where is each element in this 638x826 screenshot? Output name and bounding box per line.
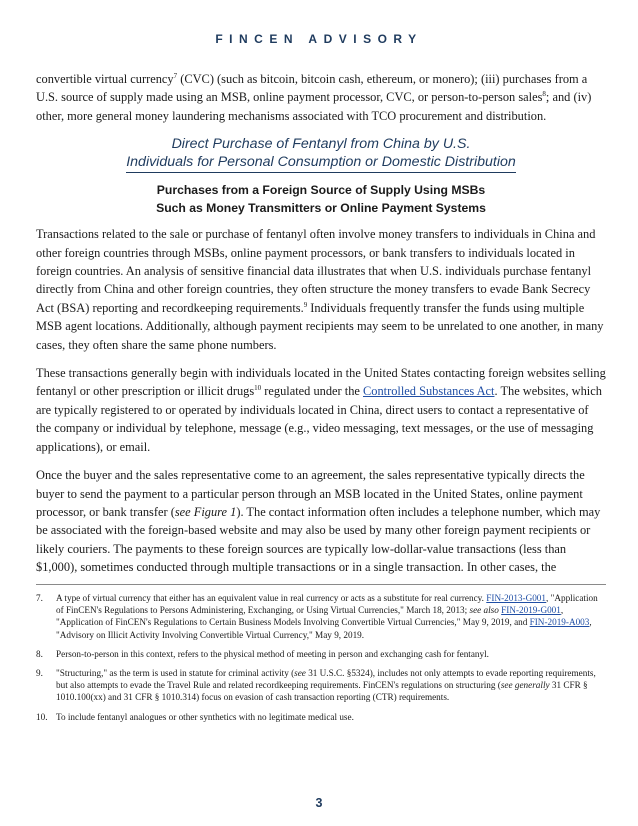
page-number: 3: [315, 796, 323, 810]
para1-text-1: Transactions related to the sale or purchase of fentanyl often involve money transfers to individuals in China and other foreign countries through MSBs, online payment processors, or bank transfers to individuals located in foreign countries. An analysis of sensitive financial data illustrates that when U.S. individuals purchase fentanyl directly from China and other foreign countries, they often structure the money transfers to evade Bank Secrecy Act (BSA) reporting and recordkeeping requirements.: [36, 227, 596, 315]
footnote-ref-7[interactable]: 7: [173, 71, 178, 80]
footnote-divider: [36, 584, 606, 585]
footnote-8: [36, 648, 606, 660]
footnote-number: 8.: [36, 648, 43, 659]
footnote-7-text-2: , "Application of FinCEN's Regulations to Persons Administering, Exchanging, or Using Virtual Currencies," March 18, 2013;: [56, 593, 598, 616]
intro-paragraph: [36, 70, 606, 125]
paragraph-transactions: [36, 225, 606, 354]
fin-2019-g001-link[interactable]: FIN-2019-G001: [501, 605, 561, 616]
footnote-9-see-generally: see generally: [500, 680, 550, 691]
figure-reference: see Figure 1: [174, 504, 237, 519]
intro-text-2: (CVC) (such as bitcoin, bitcoin cash, ethereum, or monero); (iii) purchases from a U.S. source of supply made using an MSB, online payment processor, CVC, or person-to-person sales: [36, 72, 588, 105]
footnote-9-text-1: "Structuring," as the term is used in statute for criminal activity (: [56, 668, 295, 679]
footnote-7-text-5: , "Advisory on Illicit Activity Involving Convertible Virtual Currency," May 9, 2019.: [56, 617, 592, 640]
footnote-7-text-4: , "Application of FinCEN's Regulations to Certain Business Models Involving Convertible Virtual Currencies," May 9, 2019, and: [56, 605, 564, 628]
para2-text-2: regulated under the: [261, 384, 363, 399]
para2-text-3: . The websites, which are typically registered to or operated by individuals located in China, direct users to contact a representative of the company or individual by telephone, message (e.g., video messaging, text messages, or the use of messaging applications), or email.: [36, 384, 602, 454]
advisory-header: FINCEN ADVISORY: [215, 32, 423, 46]
footnote-number: 9.: [36, 668, 43, 679]
fin-2013-g001-link[interactable]: FIN-2013-G001: [486, 593, 546, 603]
section-subtitle-line-1: Purchases from a Foreign Source of Supply Using MSBs: [156, 183, 486, 198]
footnotes: [36, 592, 606, 730]
footnote-number: 7.: [36, 593, 43, 603]
footnote-number: 10.: [36, 711, 48, 722]
para3-text-2: ). The contact information often includes a telephone number, which may be associated with the foreign-based website and may also be used by many other foreign payment recipients or likely couriers. The payments to these foreign sources are typically low-dollar-value transactions (less than $1,000), sometimes conducted through multiple transactions or in a single transaction. In other cases, the: [36, 504, 601, 575]
footnote-7-see-also: see also: [469, 605, 499, 616]
footnote-9-see: see: [294, 668, 306, 679]
section-title-line-2: Individuals for Personal Consumption or Domestic Distribution: [126, 153, 516, 173]
footnote-9-text-2: 31 U.S.C. §5324), includes not only attempts to evade reporting requirements, but also attempts to evade the Travel Rule and related recordkeeping requirements. FinCEN's regulations on structuring (: [56, 668, 596, 691]
footnote-ref-9[interactable]: 9: [303, 300, 308, 309]
intro-text-3: ; and (iv) other, more general money laundering mechanisms associated with TCO procurement and distribution.: [36, 90, 592, 123]
footnote-ref-8[interactable]: 8: [542, 90, 546, 99]
para2-text-1: These transactions generally begin with individuals located in the United States contacting foreign websites selling fentanyl or other prescription or illicit drugs: [36, 366, 606, 399]
footnote-text: [56, 592, 606, 641]
para3-text-1: Once the buyer and the sales representative come to an agreement, the sales representative typically directs the buyer to send the payment to a particular person through an MSB located in the United States, online payment processor, or bank transfer (: [36, 468, 585, 519]
footnote-7: [36, 592, 606, 641]
para1-text-2: Individuals frequently transfer the funds using multiple MSB agent locations. Additionally, although payment recipients may seem to be unrelated to one another, in many cases, they often share the same phone numbers.: [36, 300, 604, 352]
intro-text-1: convertible virtual currency: [36, 72, 174, 86]
footnote-7-text-1: A type of virtual currency that either has an equivalent value in real currency or acts as a substitute for real currency.: [56, 593, 487, 603]
controlled-substances-act-link[interactable]: Controlled Substances Act: [363, 384, 495, 399]
paragraph-websites: [36, 364, 606, 456]
footnote-10: [36, 711, 606, 723]
body-content: [36, 70, 606, 587]
fin-2019-a003-link[interactable]: FIN-2019-A003: [529, 617, 590, 628]
footnote-9: [36, 667, 606, 704]
section-title: [36, 135, 606, 173]
paragraph-agreement: [36, 466, 606, 576]
section-title-line-1: Direct Purchase of Fentanyl from China by U.S.: [171, 136, 471, 153]
section-subtitle: [36, 181, 606, 217]
footnote-ref-10[interactable]: 10: [254, 384, 262, 393]
footnote-text: [56, 667, 606, 704]
footnote-text: To include fentanyl analogues or other synthetics with no legitimate medical use.: [56, 711, 354, 722]
footnote-text: Person-to-person in this context, refers to the physical method of meeting in person and exchanging cash for fentanyl.: [56, 648, 489, 659]
section-subtitle-line-2: Such as Money Transmitters or Online Payment Systems: [156, 201, 486, 216]
footnote-9-text-3: 31 CFR § 1010.100(xx) and 31 CFR § 1010.314) focus on evasion of cash transaction reporting (CTR) requirements.: [56, 680, 588, 703]
